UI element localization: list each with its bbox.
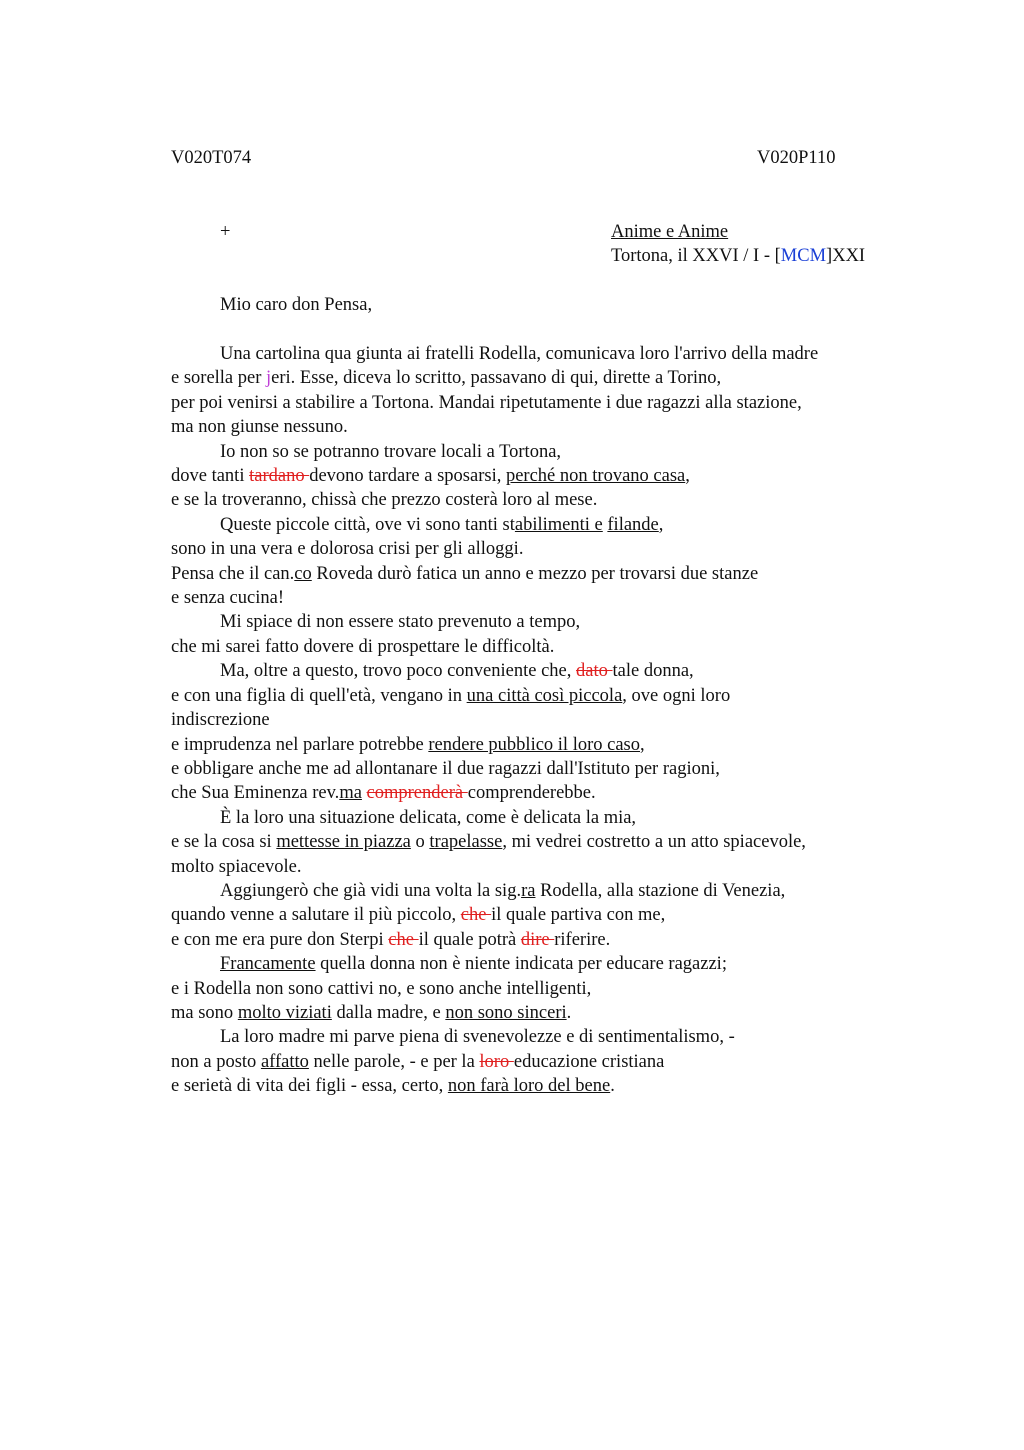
text-run: , [640, 734, 645, 755]
letter-line [171, 1001, 911, 1025]
letter-line [171, 366, 911, 390]
text-run: quando venne a salutare il più piccolo, [171, 905, 461, 926]
document-code-left: V020T074 [171, 148, 252, 168]
letter-line: ma non giunse nessuno. [171, 417, 348, 438]
letter-line: Una cartolina qua giunta ai fratelli Rodella, comunicava loro l'arrivo della madre [220, 344, 819, 364]
letter-line: che mi sarei fatto dovere di prospettare le difficoltà. [171, 636, 555, 657]
text-run: riferire. [554, 929, 611, 950]
letter-line: e obbligare anche me ad allontanare il due ragazzi dall'Istituto per ragioni, [171, 758, 720, 779]
letter-line [171, 513, 911, 537]
underlined-text: molto viziati [237, 1002, 332, 1023]
letter-line: e senza cucina! [171, 588, 284, 609]
correction-mark: j [266, 368, 272, 389]
deleted-text: tardano [249, 466, 310, 487]
text-run: Ma, oltre a questo, trovo poco conveniente che, [220, 661, 577, 682]
letter-line [171, 464, 911, 488]
text-run: il quale partiva con me, [491, 905, 666, 926]
underlined-text: ma [339, 783, 362, 804]
letter-line: indiscrezione [171, 710, 270, 731]
text-run: non a posto [171, 1051, 261, 1072]
text-run: tale donna, [612, 661, 694, 682]
letter-line: per poi venirsi a stabilire a Tortona. Mandai ripetutamente i due ragazzi alla stazione, [171, 392, 802, 413]
letter-line: È la loro una situazione delicata, come è delicata la mia, [220, 807, 637, 828]
underlined-text: una città così piccola [466, 685, 623, 706]
text-run: eri. Esse, diceva lo scritto, passavano di qui, dirette a Torino, [271, 368, 722, 389]
letter-line [171, 1074, 911, 1098]
text-run: Queste piccole città, ove vi sono tanti st [220, 514, 515, 535]
text-run: quella donna non è niente indicata per educare ragazzi; [315, 954, 727, 975]
text-run: , mi vedrei costretto a un atto spiacevole, [502, 832, 806, 853]
underlined-text: affatto [260, 1051, 309, 1072]
letter-line: Mi spiace di non essere stato prevenuto a tempo, [220, 612, 581, 633]
text-run: e se la cosa si [171, 832, 277, 853]
letter-line: La loro madre mi parve piena di svenevolezze e di sentimentalismo, - [220, 1027, 735, 1048]
letter-body [171, 342, 911, 1099]
text-run: , ove ogni loro [622, 685, 731, 706]
text-run: e sorella per [171, 368, 267, 389]
underlined-text: non sono sinceri [445, 1002, 567, 1023]
text-run: ma sono [171, 1002, 238, 1023]
document-code-right: V020P110 [757, 148, 836, 168]
letter-line [171, 684, 911, 708]
deleted-text: che [388, 929, 419, 950]
underlined-text: perché non trovano casa [505, 466, 686, 487]
text-run: Roveda durò fatica un anno e mezzo per trovarsi due stanze [311, 563, 759, 584]
underlined-text: rendere pubblico il loro caso [428, 734, 640, 755]
underlined-text: filande [607, 514, 659, 535]
text-run: e imprudenza nel parlare potrebbe [171, 734, 429, 755]
letter-line [171, 659, 911, 683]
letter-line [171, 903, 911, 927]
letter-line [171, 830, 911, 854]
text-run: Rodella, alla stazione di Venezia, [535, 880, 786, 901]
text-run: e serietà di vita dei figli - essa, certo, [171, 1076, 448, 1097]
underlined-text: co [294, 563, 312, 584]
letterhead-title: Anime e Anime [611, 222, 729, 242]
letter-line [171, 1050, 911, 1074]
underlined-text: trapelasse [429, 832, 503, 853]
text-run: e con me era pure don Sterpi [171, 929, 389, 950]
letter-line [171, 928, 911, 952]
text-run: Aggiungerò che già vidi una volta la sig. [220, 880, 522, 901]
cross-mark: + [220, 222, 231, 242]
place-date-suffix: ]XXI [826, 246, 866, 266]
letter-line: Io non so se potranno trovare locali a Tortona, [220, 441, 562, 462]
place-date-prefix: Tortona, il XXVI / I - [ [611, 246, 781, 266]
text-run: . [610, 1076, 615, 1097]
text-run: comprenderebbe. [467, 783, 596, 804]
text-run: dove tanti [171, 466, 250, 487]
deleted-text: comprenderà [366, 783, 468, 804]
deleted-text: dato [576, 661, 613, 682]
letter-line [171, 879, 911, 903]
text-run: il quale potrà [418, 929, 521, 950]
deleted-text: che [460, 905, 492, 926]
text-run: educazione cristiana [513, 1051, 665, 1072]
editorial-addition: MCM [780, 246, 827, 266]
underlined-text: mettesse in piazza [276, 832, 411, 853]
letter-line: e se la troveranno, chissà che prezzo costerà loro al mese. [171, 490, 598, 511]
deleted-text: loro [479, 1051, 514, 1072]
underlined-text: abilimenti e [514, 514, 603, 535]
letter-line: sono in una vera e dolorosa crisi per gli alloggi. [171, 539, 524, 560]
text-run: , [685, 466, 690, 487]
underlined-text: non farà loro del bene [447, 1076, 611, 1097]
deleted-text: dire [520, 929, 555, 950]
underlined-text: ra [521, 880, 536, 901]
place-date [611, 244, 865, 268]
text-run: dalla madre, e [331, 1002, 446, 1023]
text-run: devono tardare a sposarsi, [309, 466, 506, 487]
salutation: Mio caro don Pensa, [220, 295, 373, 315]
letter-line: e i Rodella non sono cattivi no, e sono anche intelligenti, [171, 978, 592, 999]
text-run: Pensa che il can. [171, 563, 295, 584]
letter-line [171, 733, 911, 757]
letter-line [171, 952, 911, 976]
text-run: o [410, 832, 430, 853]
letter-line: molto spiacevole. [171, 856, 302, 877]
text-run: . [566, 1002, 572, 1023]
text-run: nelle parole, - e per la [308, 1051, 480, 1072]
letter-line [171, 781, 911, 805]
text-run: che Sua Eminenza rev. [171, 783, 340, 804]
text-run: e con una figlia di quell'età, vengano in [171, 685, 467, 706]
text-run: , [658, 514, 664, 535]
underlined-text: Francamente [220, 954, 316, 975]
letter-line [171, 562, 911, 586]
